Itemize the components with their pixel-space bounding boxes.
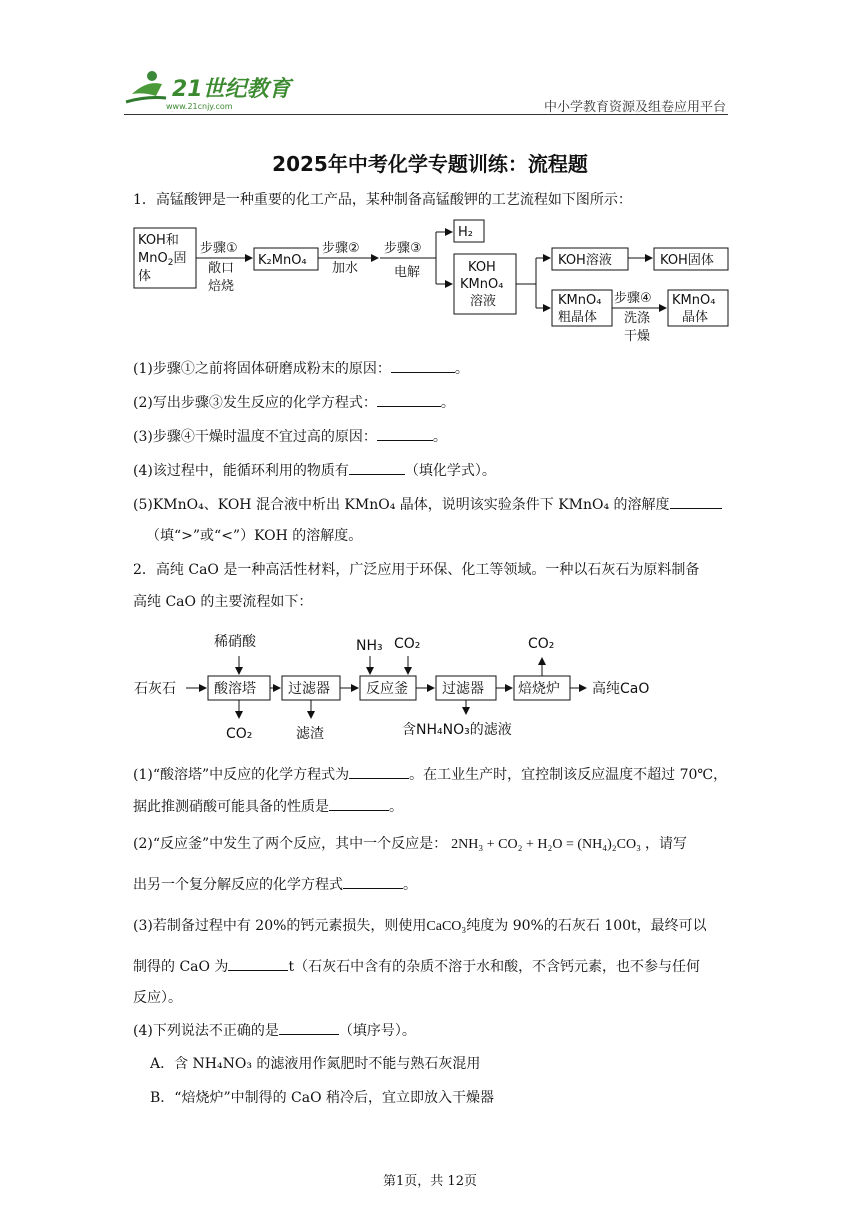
q2-flow-diagram bbox=[130, 626, 730, 750]
q2-intro-1: 2．高纯 CaO 是一种高活性材料，广泛应用于环保、化工等领域。一种以石灰石为原料制备 bbox=[133, 562, 700, 578]
q1-blank-3[interactable] bbox=[377, 426, 433, 441]
q1-part4: (4)该过程中，能循环利用的物质有 （填化学式）。 bbox=[133, 460, 496, 481]
step4-sub-2: 干燥 bbox=[624, 329, 651, 344]
raw-label-1: KOH和 bbox=[138, 233, 179, 248]
q1-blank-4[interactable] bbox=[349, 460, 405, 475]
raw-label-4: 体 bbox=[138, 269, 152, 284]
q1-part5a: (5)KMnO₄、KOH 混合液中析出 KMnO₄ 晶体，说明该实验条件下 KMnO₄ 的溶解度 bbox=[133, 494, 722, 515]
step1-sub-2: 焙烧 bbox=[208, 279, 235, 294]
q2-part4: (4)下列说法不正确的是 （填序号）。 bbox=[133, 1020, 416, 1041]
q2-blank-5[interactable] bbox=[279, 1020, 339, 1035]
mix-label-1: KOH bbox=[468, 260, 496, 275]
co2-in-label: CO₂ bbox=[394, 636, 421, 652]
nh3-label: NH₃ bbox=[356, 638, 383, 654]
q2-part2a: (2)“反应釜”中发生了两个反应，其中一个反应是： 2NH₃ + CO₂ + H₂O = (NH₄)₂CO₃ ，请写 bbox=[133, 836, 688, 852]
logo-url: www.21cnjy.com bbox=[166, 102, 233, 111]
step4-label: 步骤④ bbox=[614, 291, 652, 306]
nitric-acid-label: 稀硝酸 bbox=[214, 634, 256, 650]
filter2-box: 过滤器 bbox=[442, 681, 484, 697]
page-footer: 第1页，共 12页 bbox=[383, 1174, 477, 1189]
q2-intro-2: 高纯 CaO 的主要流程如下： bbox=[133, 594, 313, 610]
k2mno4-box: K₂MnO₄ bbox=[258, 253, 307, 268]
q2-part3b: 制得的 CaO 为 t（石灰石中含有的杂质不溶于水和酸，不含钙元素，也不参与任何 bbox=[133, 956, 700, 977]
q1-blank-2[interactable] bbox=[377, 392, 441, 407]
q2-blank-2[interactable] bbox=[329, 796, 389, 811]
q2-part2b: 出另一个复分解反应的化学方程式 。 bbox=[133, 874, 417, 895]
filtrate-label: 含NH₄NO₃的滤液 bbox=[402, 722, 512, 738]
step1-label: 步骤① bbox=[200, 241, 238, 256]
q1-part5b: （填“>”或“<”）KOH 的溶解度。 bbox=[146, 528, 363, 544]
q1-blank-5[interactable] bbox=[670, 494, 722, 509]
q1-part3: (3)步骤④干燥时温度不宜过高的原因： 。 bbox=[133, 426, 447, 447]
q2-blank-1[interactable] bbox=[349, 764, 409, 779]
acid-tower-box: 酸溶塔 bbox=[214, 681, 256, 697]
koh-solution-box: KOH溶液 bbox=[558, 253, 612, 268]
crude-label-2: 粗晶体 bbox=[558, 310, 598, 325]
q2-option-a: A．含 NH₄NO₃ 的滤液用作氮肥时不能与熟石灰混用 bbox=[150, 1056, 481, 1072]
koh-solid-box: KOH固体 bbox=[660, 253, 714, 268]
header-divider bbox=[124, 114, 728, 115]
raw-label-2: MnO bbox=[138, 251, 168, 266]
mix-label-2: KMnO₄ bbox=[460, 277, 504, 292]
page-title: 2025年中考化学专题训练：流程题 bbox=[272, 152, 588, 176]
crystal-label-1: KMnO₄ bbox=[672, 293, 716, 308]
q2-part1a: (1)“酸溶塔”中反应的化学方程式为 。在工业生产时，宜控制该反应温度不超过 70℃， bbox=[133, 764, 727, 785]
q2-caco3: CaCO₃ bbox=[426, 919, 467, 934]
crude-label-1: KMnO₄ bbox=[558, 293, 602, 308]
residue-label: 滤渣 bbox=[296, 726, 324, 742]
h2-box: H₂ bbox=[458, 225, 473, 240]
q2-part3a: (3)若制备过程中有 20%的钙元素损失，则使用CaCO₃纯度为 90%的石灰石 100t，最终可以 bbox=[133, 918, 707, 934]
limestone-label: 石灰石 bbox=[134, 681, 176, 697]
step3-label: 步骤③ bbox=[384, 241, 422, 256]
q2-blank-4[interactable] bbox=[228, 956, 288, 971]
furnace-box: 焙烧炉 bbox=[518, 681, 560, 697]
product-label: 高纯CaO bbox=[592, 681, 650, 697]
reactor-box: 反应釜 bbox=[366, 681, 408, 697]
mix-label-3: 溶液 bbox=[470, 294, 497, 309]
q1-part1: (1)步骤①之前将固体研磨成粉末的原因： 。 bbox=[133, 358, 469, 379]
svg-text:MnO2固: MnO$_2$固 bbox=[138, 251, 187, 268]
q1-intro: 1．高锰酸钾是一种重要的化工产品，某种制备高锰酸钾的工艺流程如下图所示： bbox=[133, 192, 632, 208]
site-logo bbox=[122, 66, 292, 112]
crystal-label-2: 晶体 bbox=[682, 310, 709, 325]
logo-text: 21世纪教育 bbox=[172, 77, 291, 102]
header-platform-text: 中小学教育资源及组卷应用平台 bbox=[543, 100, 726, 115]
q2-part1b: 据此推测硝酸可能具备的性质是 。 bbox=[133, 796, 403, 817]
step4-sub-1: 洗涤 bbox=[624, 311, 651, 326]
q2-part3c: 反应）。 bbox=[133, 990, 182, 1006]
q2-option-b: B．“焙烧炉”中制得的 CaO 稍冷后，宜立即放入干燥器 bbox=[150, 1090, 495, 1106]
step3-sub: 电解 bbox=[394, 265, 421, 280]
q2-blank-3[interactable] bbox=[343, 874, 403, 889]
q2-equation: 2NH₃ + CO₂ + H₂O = (NH₄)₂CO₃ bbox=[451, 837, 642, 852]
q1-flow-diagram bbox=[130, 214, 730, 344]
step2-sub: 加水 bbox=[332, 261, 359, 276]
filter1-box: 过滤器 bbox=[288, 681, 330, 697]
q1-blank-1[interactable] bbox=[391, 358, 455, 373]
co2-out1-label: CO₂ bbox=[226, 726, 253, 742]
raw-label-3: 固 bbox=[173, 251, 187, 266]
q1-part2: (2)写出步骤③发生反应的化学方程式： 。 bbox=[133, 392, 455, 413]
step1-sub-1: 敞口 bbox=[208, 261, 235, 276]
co2-out2-label: CO₂ bbox=[528, 636, 555, 652]
step2-label: 步骤② bbox=[322, 241, 360, 256]
